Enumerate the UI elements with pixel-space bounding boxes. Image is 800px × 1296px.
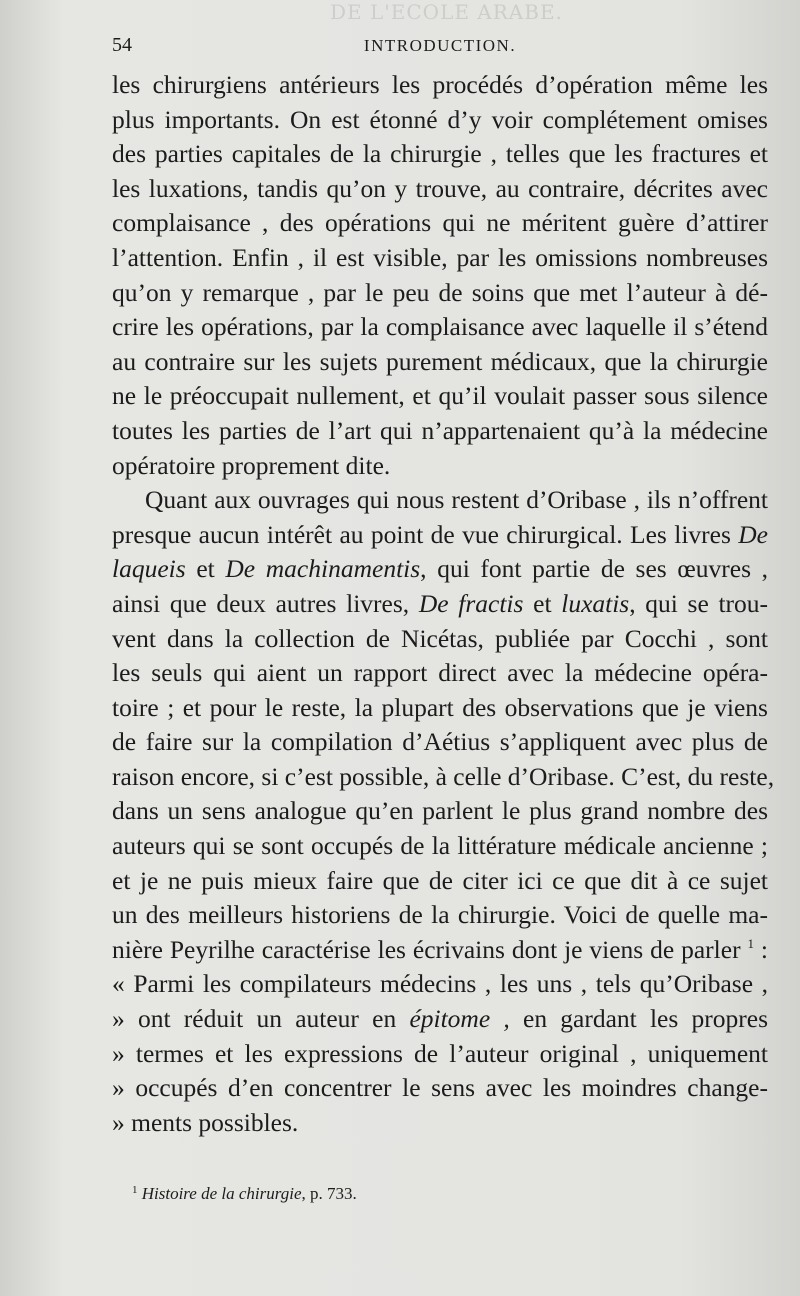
text-run: , qui font partie de ses œuvres , xyxy=(420,554,769,584)
text-run: et xyxy=(533,588,552,618)
text-run: , qui se trou- xyxy=(629,588,769,618)
book-title-italic: De fractis xyxy=(418,588,524,618)
bleed-through-text: DE L'ECOLE ARABE. xyxy=(330,0,563,24)
text-line: les seuls qui aient un rapport direct avec la médecine opéra- xyxy=(112,658,768,688)
text-line: les chirurgiens antérieurs les procédés d’opération même les xyxy=(112,70,768,99)
body-text xyxy=(112,68,775,1140)
text-line: des parties capitales de la chirurgie , telles que les fractures et xyxy=(112,139,768,169)
book-title-italic: laqueis xyxy=(112,554,186,584)
text-run: ainsi que deux autres livres, xyxy=(112,588,410,618)
book-title-italic: De xyxy=(738,519,768,549)
text-line: qu’on y remarque , par le peu de soins que met l’auteur à dé- xyxy=(112,277,768,307)
quote-line: » termes et les expressions de l’auteur original , uniquement xyxy=(112,1038,768,1068)
text-line: auteurs qui se sont occupés de la littérature médicale ancienne ; xyxy=(112,831,768,861)
quote-line: » ments possibles. xyxy=(112,1107,299,1137)
quote-line: « Parmi les compilateurs médecins , les uns , tels qu’Oribase , xyxy=(112,969,768,999)
footnote-marker: 1 xyxy=(747,935,754,951)
text-line: dans un sens analogue qu’en parlent le plus grand nombre des xyxy=(112,796,768,826)
text-line xyxy=(112,587,768,622)
text-line: plus importants. On est étonné d’y voir complétement omises xyxy=(112,104,768,134)
text-line: et je ne puis mieux faire que de citer ici ce que dit à ce sujet xyxy=(112,865,768,895)
text-line: opératoire proprement dite. xyxy=(112,450,391,480)
text-line: l’attention. Enfin , il est visible, par les omissions nombreuses xyxy=(112,242,768,272)
footnote-rest: , p. 733. xyxy=(301,1184,357,1203)
page-number: 54 xyxy=(112,34,132,56)
italic-term: épitome , xyxy=(409,1004,510,1034)
page-header xyxy=(112,28,768,58)
text-line: crire les opérations, par la complaisance avec laquelle il s’étend xyxy=(112,312,768,342)
quote-line xyxy=(112,1002,768,1037)
book-title-italic: luxatis xyxy=(561,588,630,618)
text-run: : xyxy=(754,934,768,964)
text-run: presque aucun intérêt au point de vue chirurgical. Les livres xyxy=(112,519,731,549)
book-title-italic: De machinamentis xyxy=(225,554,421,584)
text-line: ne le préoccupait nullement, et qu’il voulait passer sous silence xyxy=(112,381,768,411)
text-run: et xyxy=(196,554,215,584)
text-line: un des meilleurs historiens de la chirurgie. Voici de quelle ma- xyxy=(112,900,768,930)
text-line: toire ; et pour le reste, la plupart des observations que je viens xyxy=(112,692,768,722)
quote-line: » occupés d’en concentrer le sens avec les moindres change- xyxy=(112,1073,768,1103)
running-head: INTRODUCTION. xyxy=(363,36,517,55)
text-run: » ont réduit un auteur en xyxy=(112,1004,397,1034)
text-run: en gardant les propres xyxy=(523,1004,768,1034)
text-line: au contraire sur les sujets purement médicaux, que la chirurgie xyxy=(112,346,768,376)
footnote xyxy=(132,1184,732,1204)
footnote-number: 1 xyxy=(132,1184,138,1196)
text-line: raison encore, si c’est possible, à celle d’Oribase. C’est, du reste, xyxy=(112,761,775,791)
text-line: vent dans la collection de Nicétas, publiée par Cocchi , sont xyxy=(112,623,768,653)
text-line: Quant aux ouvrages qui nous restent d’Oribase , ils n’offrent xyxy=(145,485,768,515)
footnote-title: Histoire de la chirurgie xyxy=(141,1184,302,1203)
text-line: complaisance , des opérations qui ne méritent guère d’attirer xyxy=(112,208,768,238)
text-line: les luxations, tandis qu’on y trouve, au contraire, décrites avec xyxy=(112,173,768,203)
text-line: toutes les parties de l’art qui n’appartenaient qu’à la médecine xyxy=(112,415,768,445)
text-run: nière Peyrilhe caractérise les écrivains dont je viens de parler xyxy=(112,934,741,964)
text-line xyxy=(112,552,768,587)
text-line xyxy=(112,933,768,968)
text-line: de faire sur la compilation d’Aétius s’appliquent avec plus de xyxy=(112,727,768,757)
text-line xyxy=(112,518,768,553)
